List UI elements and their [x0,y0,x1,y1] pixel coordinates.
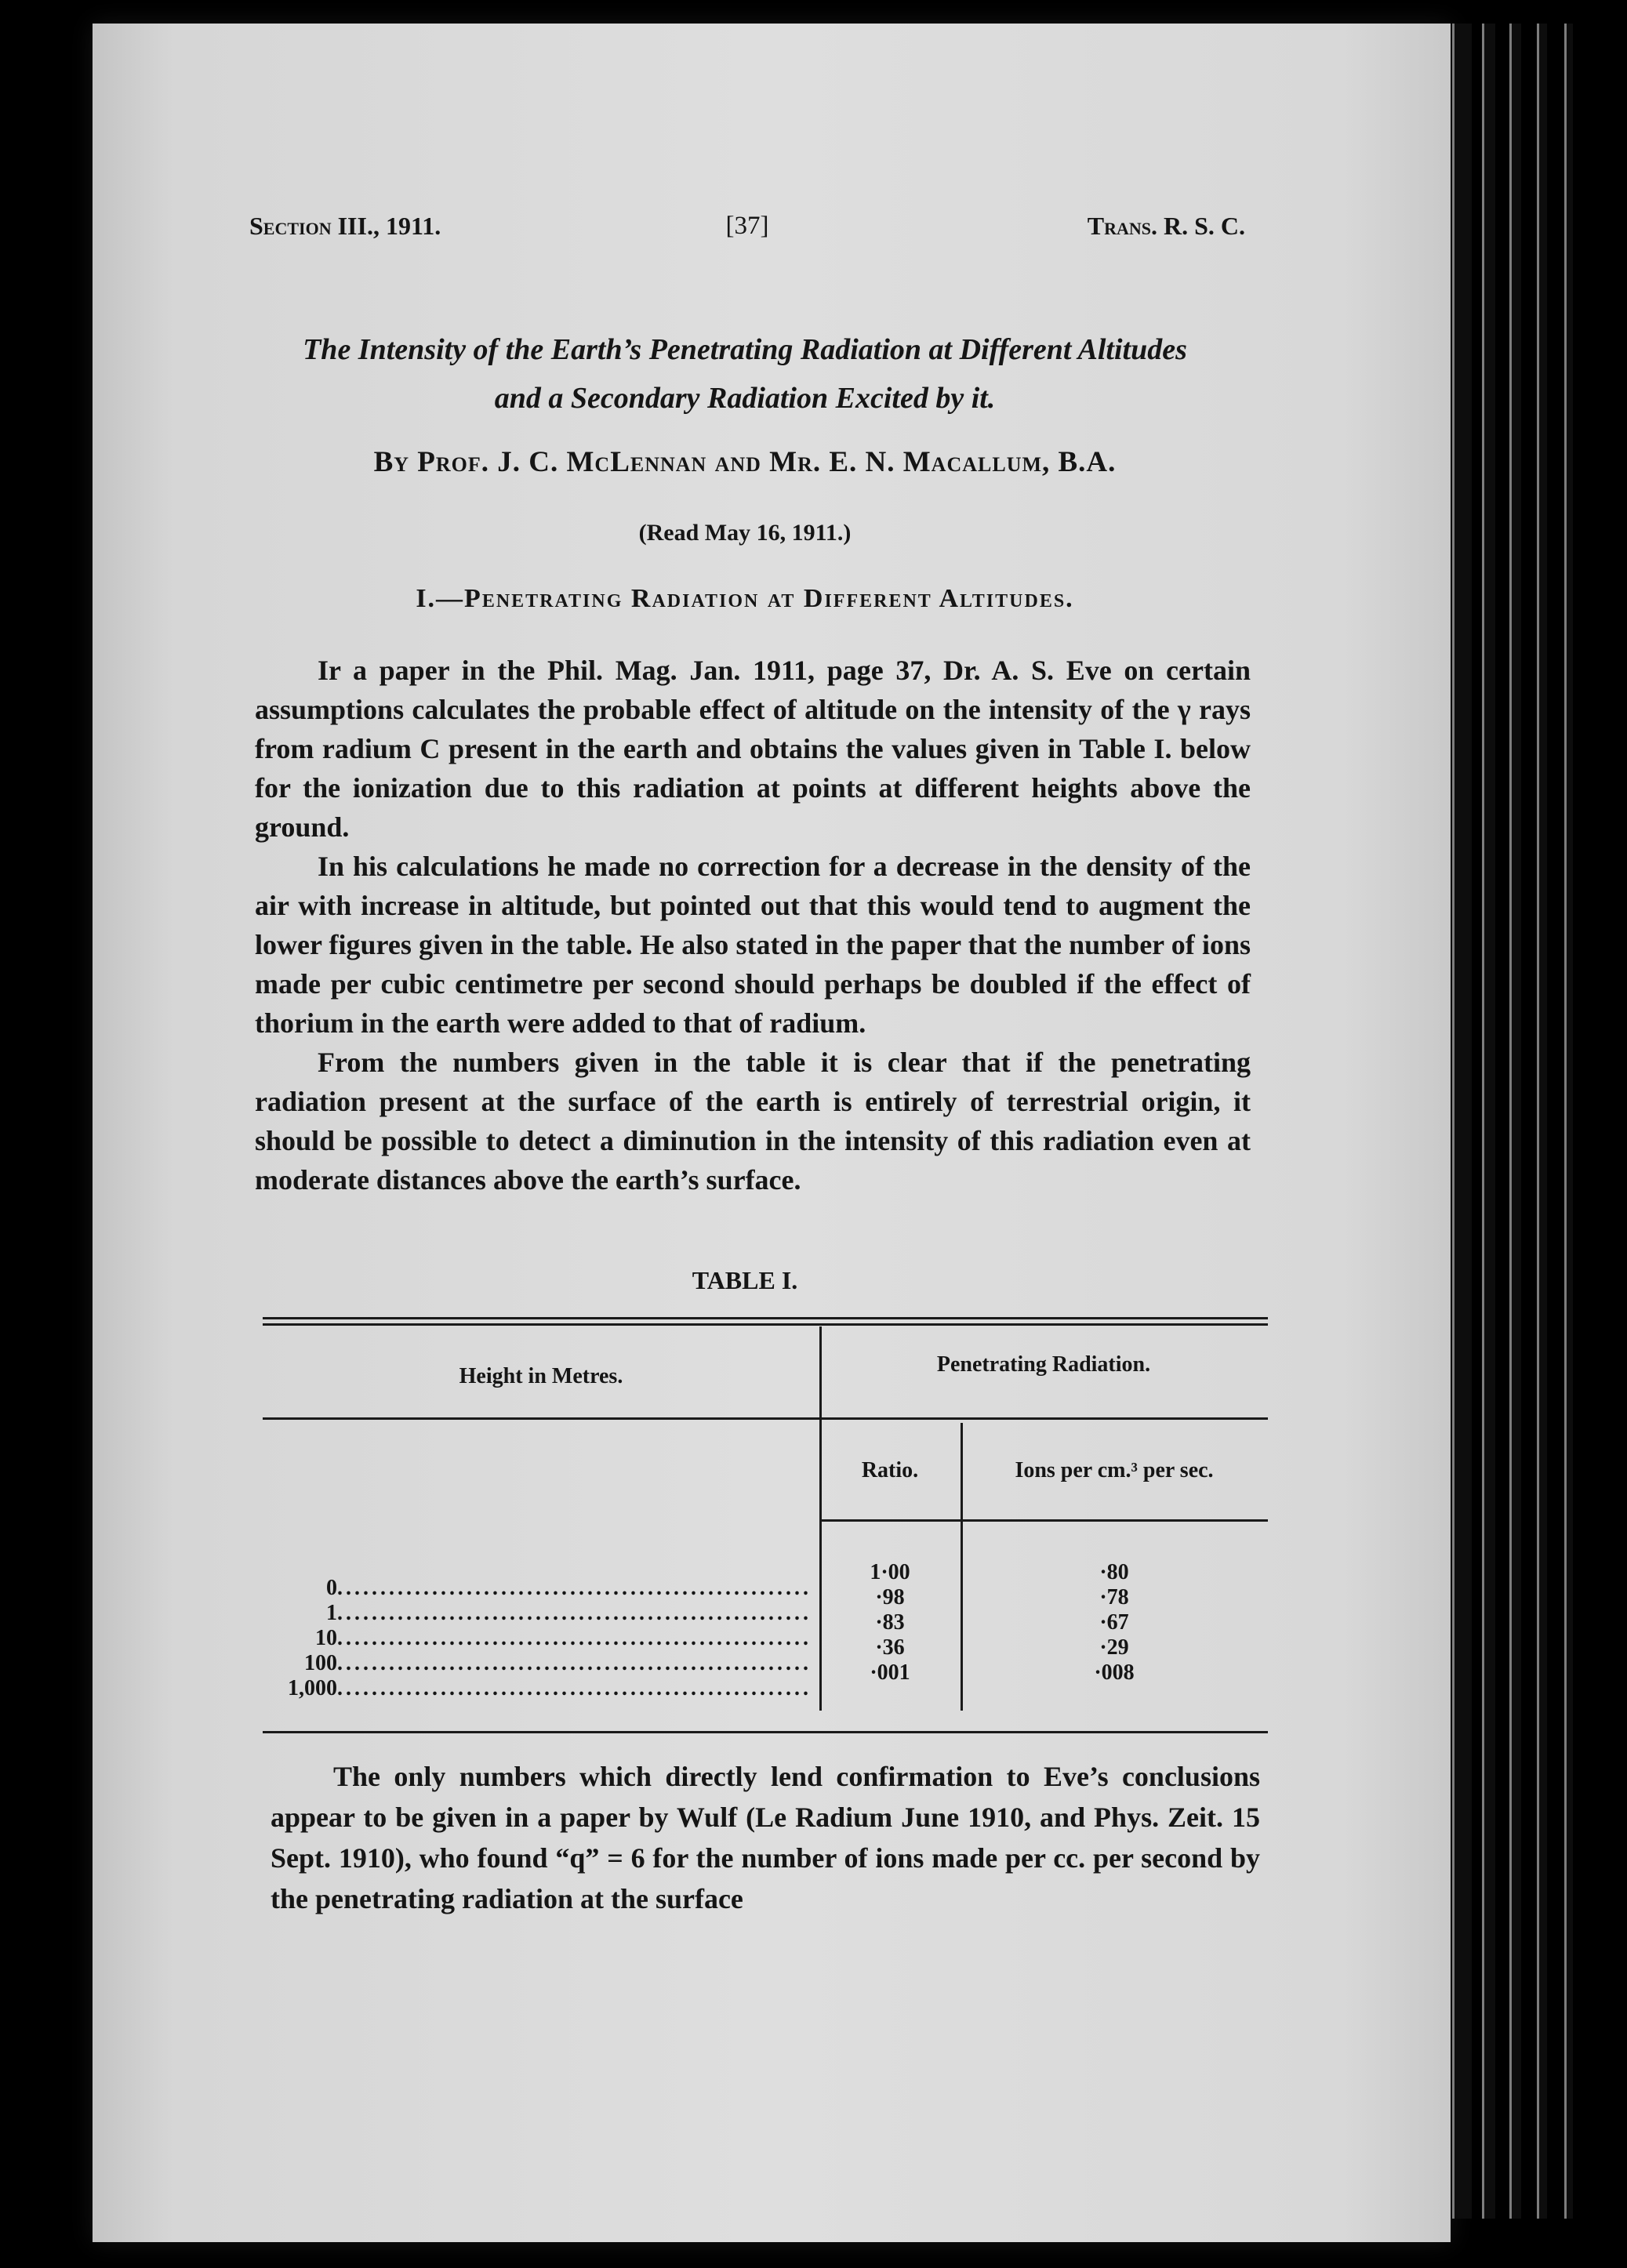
title-line-1: The Intensity of the Earth’s Penetrating Radiation at Different Altitudes [303,333,1187,366]
body-text [255,651,1251,1199]
paragraph-2: In his calculations he made no correction for a decrease in the density of the air with increase in altitude, but pointed out that this would tend to augment the lower figures given in the table. He also stated in the paper that the number of ions made per cubic centimetre per second should perhaps be doubled if the effect of thorium in the earth were added to that of radium. [255,851,1251,1039]
page-edges-2 [1482,24,1495,2219]
height-column [263,1576,827,1701]
leader-dots: ....................................................... [337,1651,812,1675]
table-caption: TABLE I. [692,1266,798,1294]
ratio-value: ·98 [875,1585,905,1609]
table-header-rule-right [819,1417,1268,1420]
height-value: 10 [315,1626,337,1650]
leader-dots: ....................................................... [337,1601,812,1625]
ratio-value: 1·00 [870,1560,910,1584]
col-header-group: Penetrating Radiation. [936,1352,1151,1377]
height-value: 100 [304,1651,337,1675]
ratio-column [819,1560,961,1686]
read-date: (Read May 16, 1911.) [638,520,852,546]
ions-column [961,1560,1268,1686]
table-bottom-rule [263,1731,1268,1733]
ions-value: ·008 [1094,1660,1135,1685]
leader-dots: ....................................................... [337,1576,812,1600]
ions-value: ·67 [1099,1610,1129,1635]
col-header-height: Height in Metres. [459,1364,623,1388]
ions-value: ·80 [1099,1560,1129,1584]
table-subheader-rule [819,1519,1268,1522]
ions-value: ·78 [1099,1585,1129,1609]
page-edges-4 [1537,24,1547,2219]
leader-dots: ....................................................... [337,1626,812,1650]
page-edges-5 [1564,24,1573,2219]
page-edges [1452,24,1472,2219]
table-row [263,1576,827,1601]
table-header-rule-left [263,1417,819,1420]
table-top-rule [263,1317,1268,1319]
table-row [263,1676,827,1701]
table-row [263,1626,827,1651]
table-top-rule-2 [263,1323,1268,1326]
ratio-value: ·83 [875,1610,905,1635]
ratio-value: ·001 [870,1660,910,1685]
page-edges-3 [1509,24,1521,2219]
header-page-number: [37] [725,212,769,240]
paragraph-1: Ir a paper in the Phil. Mag. Jan. 1911, page 37, Dr. A. S. Eve on certain assumptions calculates the probable effect of altitude on the intensity of the γ rays from radium C present in the earth and obtains the values given in Table I. below for the ionization due to this radiation at points at different heights above the ground. [255,655,1251,843]
height-value: 0 [326,1576,337,1600]
ions-value: ·29 [1099,1635,1129,1660]
header-journal: Trans. R. S. C. [1087,212,1245,240]
paragraph-3: From the numbers given in the table it is clear that if the penetrating radiation present at the surface of the earth is entirely of terrestrial origin, it should be possible to detect a diminution in the intensity of this radiation even at moderate distances above the earth’s surface. [255,1047,1251,1196]
height-value: 1,000 [288,1676,337,1700]
section-heading: I.—Penetrating Radiation at Different Altitudes. [416,584,1074,613]
paper-title [235,325,1255,423]
height-value: 1 [326,1601,337,1625]
leader-dots: ....................................................... [337,1676,812,1700]
title-line-2: and a Secondary Radiation Excited by it. [494,382,996,415]
col-header-ions: Ions per cm.³ per sec. [1015,1458,1214,1482]
closing-text [271,1756,1260,1919]
col-header-ratio: Ratio. [861,1458,919,1482]
ratio-value: ·36 [875,1635,905,1660]
closing-paragraph: The only numbers which directly lend confirmation to Eve’s conclusions appear to be given in a paper by Wulf (Le Radium June 1910, and Phys. Zeit. 15 Sept. 1910), who found “q” = 6 for the number of ions made per cc. per second by the penetrating radiation at the surface [271,1761,1260,1914]
table-row [263,1601,827,1626]
data-table [263,1317,1268,1740]
author-byline: By Prof. J. C. McLennan and Mr. E. N. Macallum, B.A. [373,446,1117,478]
header-section: Section III., 1911. [249,212,441,240]
table-row [263,1651,827,1676]
